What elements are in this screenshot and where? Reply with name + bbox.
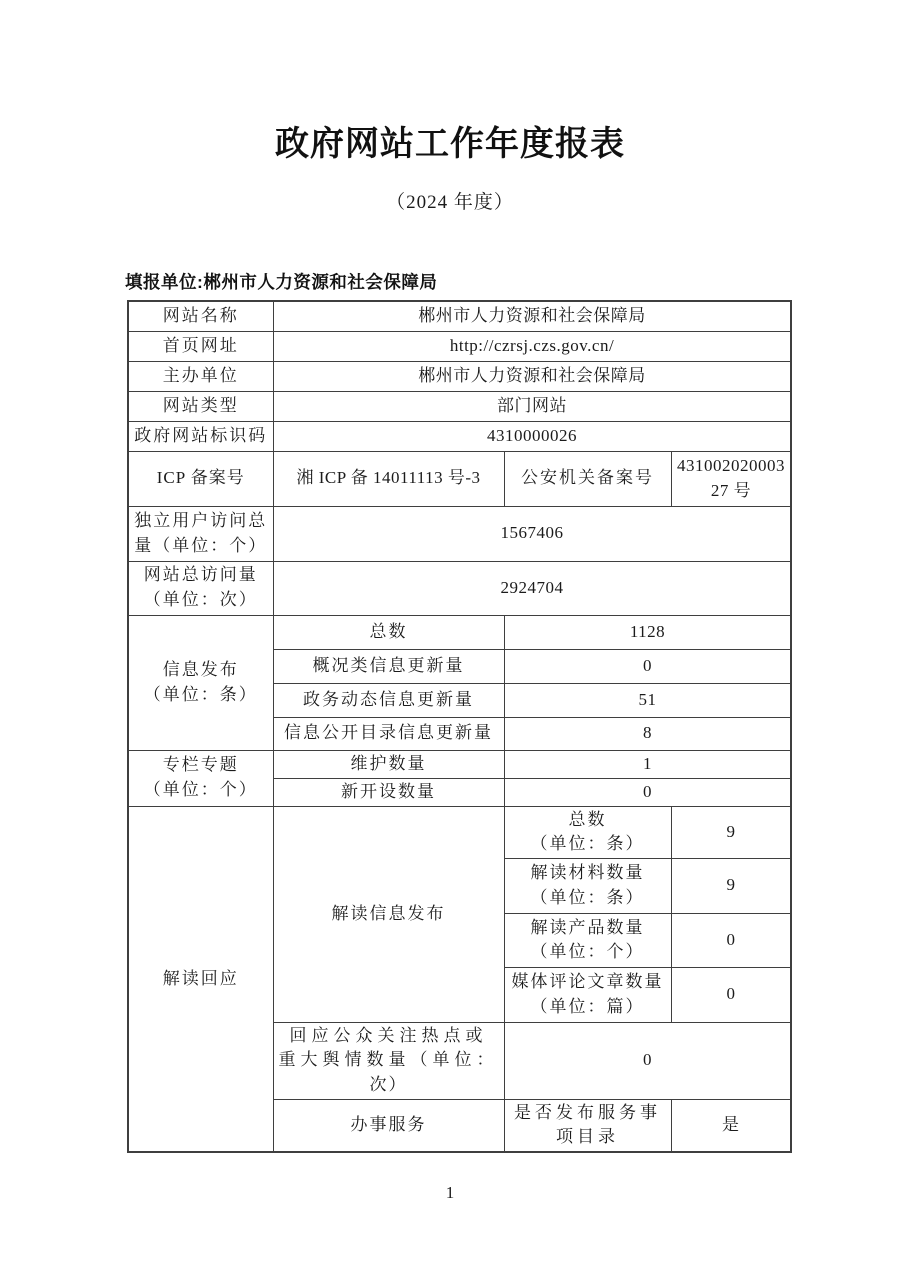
interp-media-label bbox=[504, 967, 671, 1022]
info-publish-overview-value: 0 bbox=[504, 649, 791, 683]
text-line: 量（单位：个） bbox=[134, 535, 268, 555]
organizer-value: 郴州市人力资源和社会保障局 bbox=[273, 361, 791, 391]
info-publish-catalog-value: 8 bbox=[504, 717, 791, 750]
total-visits-label bbox=[128, 561, 273, 615]
info-publish-group-label bbox=[128, 615, 273, 750]
services-group-label: 办事服务 bbox=[273, 1099, 504, 1152]
site-name-value: 郴州市人力资源和社会保障局 bbox=[273, 301, 791, 331]
table-row bbox=[128, 750, 791, 778]
text-line: （单位：个） bbox=[530, 942, 645, 962]
home-url-label: 首页网址 bbox=[128, 331, 273, 361]
text-line: 解读材料数量 bbox=[530, 863, 645, 883]
interp-total-value: 9 bbox=[671, 806, 791, 858]
site-type-label: 网站类型 bbox=[128, 391, 273, 421]
interp-materials-label bbox=[504, 858, 671, 913]
info-publish-total-label: 总数 bbox=[273, 615, 504, 649]
text-line: （单位：次） bbox=[143, 590, 258, 609]
special-topics-new-label: 新开设数量 bbox=[273, 778, 504, 806]
text-line: 媒体评论文章数量 bbox=[511, 972, 664, 992]
site-name-label: 网站名称 bbox=[128, 301, 273, 331]
table-row bbox=[128, 331, 791, 361]
special-topics-maintained-label: 维护数量 bbox=[273, 750, 504, 778]
icp-label: ICP 备案号 bbox=[128, 451, 273, 506]
public-response-value: 0 bbox=[504, 1022, 791, 1099]
special-topics-group-label bbox=[128, 750, 273, 806]
text-line: 回应公众关注热点或 bbox=[289, 1025, 488, 1045]
interp-products-value: 0 bbox=[671, 913, 791, 967]
interp-media-value: 0 bbox=[671, 967, 791, 1022]
home-url-value: http://czrsj.czs.gov.cn/ bbox=[273, 331, 791, 361]
public-response-label bbox=[273, 1022, 504, 1099]
site-type-value: 部门网站 bbox=[273, 391, 791, 421]
interp-products-label bbox=[504, 913, 671, 967]
text-line: 总数 bbox=[568, 809, 607, 829]
table-row bbox=[128, 806, 791, 858]
table-row bbox=[128, 421, 791, 451]
total-visits-value: 2924704 bbox=[273, 561, 791, 615]
interp-total-label bbox=[504, 806, 671, 858]
page-number: 1 bbox=[445, 1183, 455, 1202]
filing-unit: 填报单位:郴州市人力资源和社会保障局 bbox=[125, 272, 438, 292]
info-publish-total-value: 1128 bbox=[504, 615, 791, 649]
special-topics-new-value: 0 bbox=[504, 778, 791, 806]
police-filing-value: 43100202000327 号 bbox=[671, 451, 791, 506]
services-catalog-label: 是否发布服务事项目录 bbox=[504, 1099, 671, 1152]
info-publish-dynamics-value: 51 bbox=[504, 683, 791, 717]
police-filing-label: 公安机关备案号 bbox=[504, 451, 671, 506]
interp-materials-value: 9 bbox=[671, 858, 791, 913]
annual-report-table bbox=[127, 300, 792, 1153]
interpretation-publish-label: 解读信息发布 bbox=[273, 806, 504, 1022]
text-line: （单位：条） bbox=[530, 887, 645, 907]
text-line: （单位：条） bbox=[530, 834, 645, 854]
report-year-subtitle: （2024 年度） bbox=[386, 192, 514, 213]
unique-visitors-value: 1567406 bbox=[273, 506, 791, 561]
info-publish-catalog-label: 信息公开目录信息更新量 bbox=[273, 717, 504, 750]
organizer-label: 主办单位 bbox=[128, 361, 273, 391]
text-line: 网站总访问量 bbox=[143, 565, 258, 585]
text-line: （单位：个） bbox=[143, 780, 258, 799]
table-row bbox=[128, 451, 791, 506]
services-catalog-value: 是 bbox=[671, 1099, 791, 1152]
table-row bbox=[128, 301, 791, 331]
text-line: 重大舆情数量（单位： bbox=[278, 1050, 499, 1070]
table-row bbox=[128, 615, 791, 649]
site-code-value: 4310000026 bbox=[273, 421, 791, 451]
text-line: 信息发布 bbox=[162, 659, 239, 679]
info-publish-dynamics-label: 政务动态信息更新量 bbox=[273, 683, 504, 717]
text-line: 次） bbox=[369, 1075, 408, 1095]
unique-visitors-label bbox=[128, 506, 273, 561]
text-line: 解读产品数量 bbox=[530, 917, 645, 937]
table-row bbox=[128, 391, 791, 421]
text-line: 独立用户访问总 bbox=[134, 510, 268, 530]
text-line: （单位：条） bbox=[143, 684, 258, 704]
table-row bbox=[128, 506, 791, 561]
special-topics-maintained-value: 1 bbox=[504, 750, 791, 778]
site-code-label: 政府网站标识码 bbox=[128, 421, 273, 451]
text-line: （单位：篇） bbox=[530, 996, 645, 1016]
page-title: 政府网站工作年度报表 bbox=[275, 125, 625, 163]
interpretation-group-label: 解读回应 bbox=[128, 806, 273, 1152]
text-line: 专栏专题 bbox=[162, 755, 239, 775]
icp-value: 湘 ICP 备 14011113 号-3 bbox=[273, 451, 504, 506]
info-publish-overview-label: 概况类信息更新量 bbox=[273, 649, 504, 683]
table-row bbox=[128, 561, 791, 615]
table-row bbox=[128, 361, 791, 391]
